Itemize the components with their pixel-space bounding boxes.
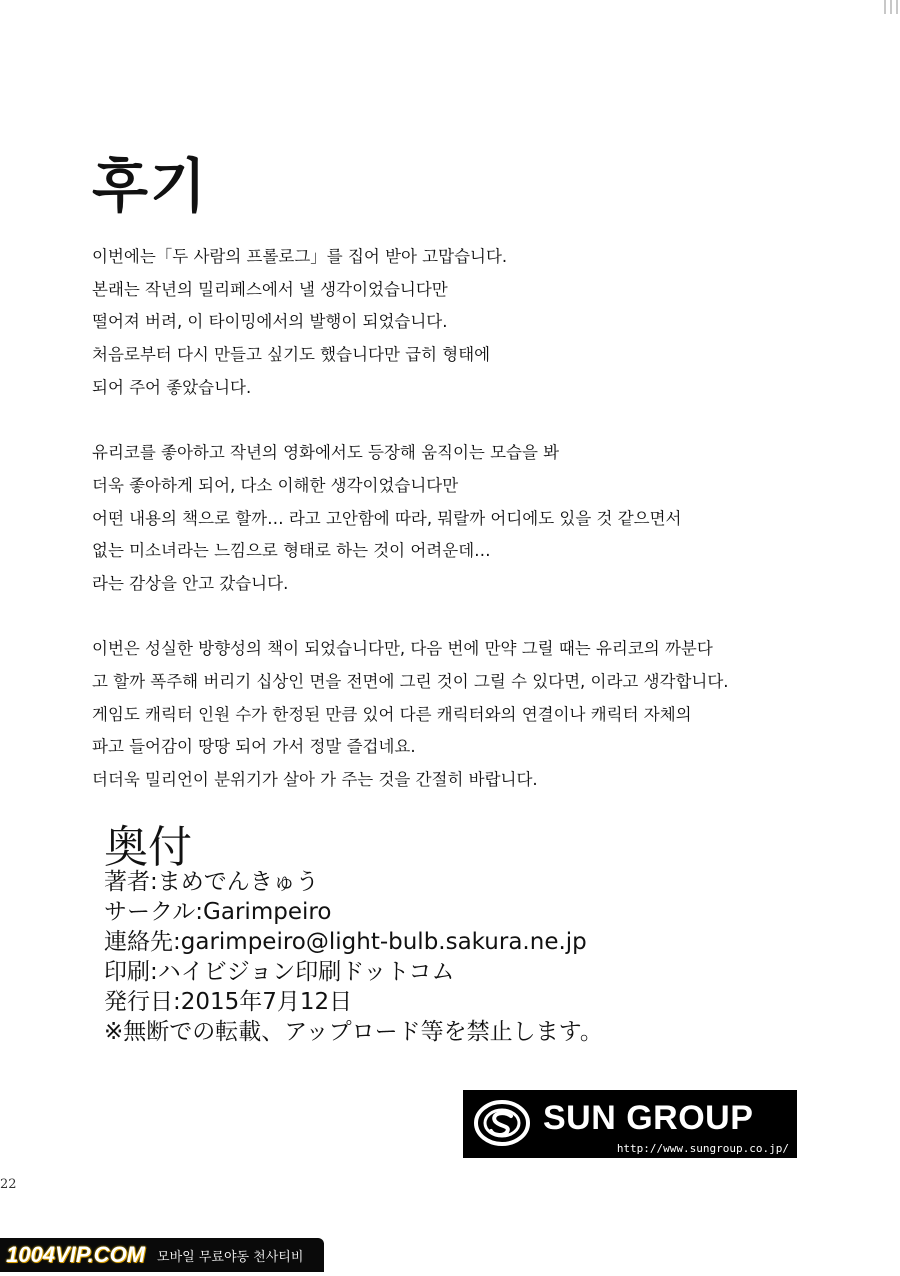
watermark-site[interactable]: 1004VIP.COM	[6, 1242, 146, 1267]
colophon-title: 奥付	[104, 822, 192, 873]
sun-group-name: SUN GROUP	[543, 1099, 754, 1137]
paragraph-gap	[92, 404, 812, 437]
site-watermark[interactable]	[0, 1238, 324, 1272]
afterword-line: 어떤 내용의 책으로 할까… 라고 고안함에 따라, 뭐랄까 어디에도 있을 것 같으면서	[92, 508, 682, 528]
afterword-line: 더욱 좋아하게 되어, 다소 이해한 생각이었습니다만	[92, 475, 459, 495]
afterword-body	[92, 241, 812, 797]
colophon-circle: サークル:Garimpeiro	[104, 899, 332, 925]
colophon-contact: 連絡先:garimpeiro@light-bulb.sakura.ne.jp	[104, 929, 587, 955]
afterword-line: 처음로부터 다시 만들고 싶기도 했습니다만 급히 형태에	[92, 345, 491, 365]
afterword-line: 고 할까 폭주해 버리기 십상인 면을 전면에 그린 것이 그릴 수 있다면, 이라고 생각합니다.	[92, 671, 729, 691]
afterword-title: 후기	[92, 152, 209, 220]
colophon-notice: ※無断での転載、アップロード等を禁止します。	[104, 1019, 603, 1045]
sun-group-emblem-icon	[473, 1098, 531, 1148]
afterword-line: 떨어져 버려, 이 타이밍에서의 발행이 되었습니다.	[92, 312, 448, 332]
sun-group-logo	[463, 1090, 797, 1158]
afterword-line: 이번은 성실한 방향성의 책이 되었습니다만, 다음 번에 만약 그릴 때는 유리코의 까분다	[92, 639, 713, 659]
paragraph-gap	[92, 601, 812, 634]
afterword-line: 되어 주어 좋았습니다.	[92, 377, 252, 397]
scan-edge-marks	[882, 0, 900, 14]
colophon-block	[104, 867, 804, 1047]
page-number: 22	[0, 1177, 17, 1192]
afterword-line: 파고 들어감이 땅땅 되어 가서 정말 즐겁네요.	[92, 737, 416, 757]
afterword-line: 본래는 작년의 밀리페스에서 낼 생각이었습니다만	[92, 279, 448, 299]
colophon-printer: 印刷:ハイビジョン印刷ドットコム	[104, 959, 455, 985]
afterword-line: 없는 미소녀라는 느낌으로 형태로 하는 것이 어려운데…	[92, 541, 491, 561]
watermark-tagline: 모바일 무료야동 천사티비	[157, 1249, 304, 1265]
sun-group-url: http://www.sungroup.co.jp/	[616, 1142, 789, 1155]
afterword-line: 이번에는「두 사람의 프롤로그」를 집어 받아 고맙습니다.	[92, 247, 508, 266]
afterword-line: 더더욱 밀리언이 분위기가 살아 가 주는 것을 간절히 바랍니다.	[92, 770, 538, 789]
afterword-line: 라는 감상을 안고 갔습니다.	[92, 573, 289, 593]
afterword-line: 게임도 캐릭터 인원 수가 한정된 만큼 있어 다른 캐릭터와의 연결이나 캐릭터 자체의	[92, 704, 692, 724]
afterword-line: 유리코를 좋아하고 작년의 영화에서도 등장해 움직이는 모습을 봐	[92, 443, 560, 463]
colophon-date: 発行日:2015年7月12日	[104, 989, 353, 1015]
colophon-author: 著者:まめでんきゅう	[104, 869, 319, 895]
